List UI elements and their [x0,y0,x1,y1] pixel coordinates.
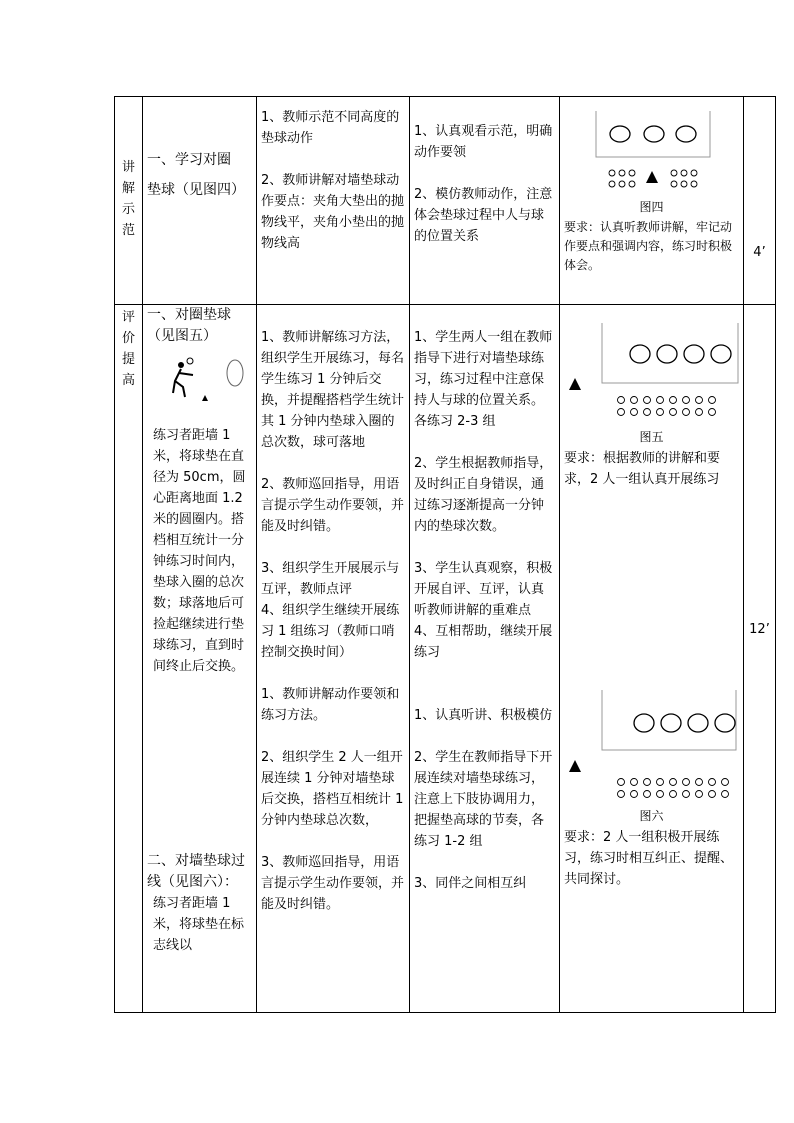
stage-cell [115,97,143,305]
figure6-requirement: 要求：2 人一组积极开展练习，练习时相互纠正、提醒、共同探讨。 [564,830,734,887]
row-evaluation [115,305,776,1013]
figure5-caption: 图五 [639,430,664,444]
time-cell [744,97,776,305]
figure4-diagram [560,97,743,197]
content-desc-2: 练习者距墙 1 米，将球垫在标志线以 [153,896,245,953]
student-text: 1、认真观看示范，明确动作要领 2、模仿教师动作，注意体会垫球过程中人与球的位置关系 [414,124,553,244]
row-demonstration [115,97,776,305]
student-cell [410,305,560,1013]
figure-cell [560,305,744,1013]
content-title-1: 一、对圈垫球 （见图五） [147,307,231,344]
stage-char: 示 [121,202,135,217]
figure5-diagram [560,305,743,427]
figure6-diagram [560,686,743,806]
stage-char: 解 [121,181,135,196]
teacher-cell [257,97,410,305]
stage-char: 范 [121,223,135,238]
stage-char: 高 [121,373,135,388]
stage-cell [115,305,143,1013]
stage-char: 价 [121,331,135,346]
time-cell [744,305,776,1013]
figure4-caption: 图四 [639,200,664,214]
content-text: 一、学习对圈 垫球（见图四） [147,152,245,198]
figure6-caption: 图六 [639,809,664,823]
time-value: 4’ [753,245,766,260]
content-cell [143,97,257,305]
figure-cell [560,97,744,305]
student-cell [410,97,560,305]
teacher-text: 1、教师讲解练习方法，组织学生开展练习，每名学生练习 1 分钟后交换，并提醒搭档学生统计其 1 分钟内垫球入圈的总次数，球可落地 2、教师巡回指导，用语言提示学生动作要领，并能及时纠错。 3、组织学生开展展示与互评，教师点评 4、组织学生继续开展练习 1 组练习（教师口哨控制交换时间） 1、教师讲解动作要领和练习方法。 2、组织学生 2 人一组开展连续 1 分钟对墙垫球后交换，搭档互相统计 1 分钟内垫球总次数， 3、教师巡回指导，用语言提示学生动作要领，并能及时纠错。 [261,330,405,912]
stage-char: 提 [121,352,135,367]
content-title-2: 二、对墙垫球过线（见图六）： [147,853,245,890]
figure5-requirement: 要求：根据教师的讲解和要求，2 人一组认真开展练习 [564,451,721,487]
teacher-cell [257,305,410,1013]
stage-char: 讲 [121,160,135,175]
teacher-text: 1、教师示范不同高度的垫球动作 2、教师讲解对墙垫球动作要点：夹角大垫出的抛物线平，夹角小垫出的抛物线高 [261,110,405,251]
stage-char: 评 [121,310,135,325]
time-value: 12’ [749,622,770,637]
student-text: 1、学生两人一组在教师指导下进行对墙垫球练习，练习过程中注意保持人与球的位置关系。各练习 2-3 组 2、学生根据教师指导，及时纠正自身错误，通过练习逐渐提高一分钟内的垫球次数。 3、学生认真观察，积极开展自评、互评，认真听教师讲解的重难点 4、互相帮助，继续开展练习 1、认真听讲、积极模仿 2、学生在教师指导下开展连续对墙垫球练习，注意上下肢协调用力，把握垫高球的节奏，各练习 1-2 组 3、同伴之间相互纠 [414,330,553,891]
content-desc-1: 练习者距墙 1 米，将球垫在直径为 50cm，圆心距离地面 1.2米的圆圈内。搭档相互统计一分钟练习时间内，垫球入圈的总次数；球落地后可捡起继续进行垫球练习，直到时间终止后交换。 [153,428,246,674]
figure-player-illustration [143,347,256,425]
figure4-requirement: 要求：认真听教师讲解，牢记动作要点和强调内容，练习时积极体会。 [564,220,733,272]
lesson-plan-table [114,96,776,1013]
content-cell [143,305,257,1013]
